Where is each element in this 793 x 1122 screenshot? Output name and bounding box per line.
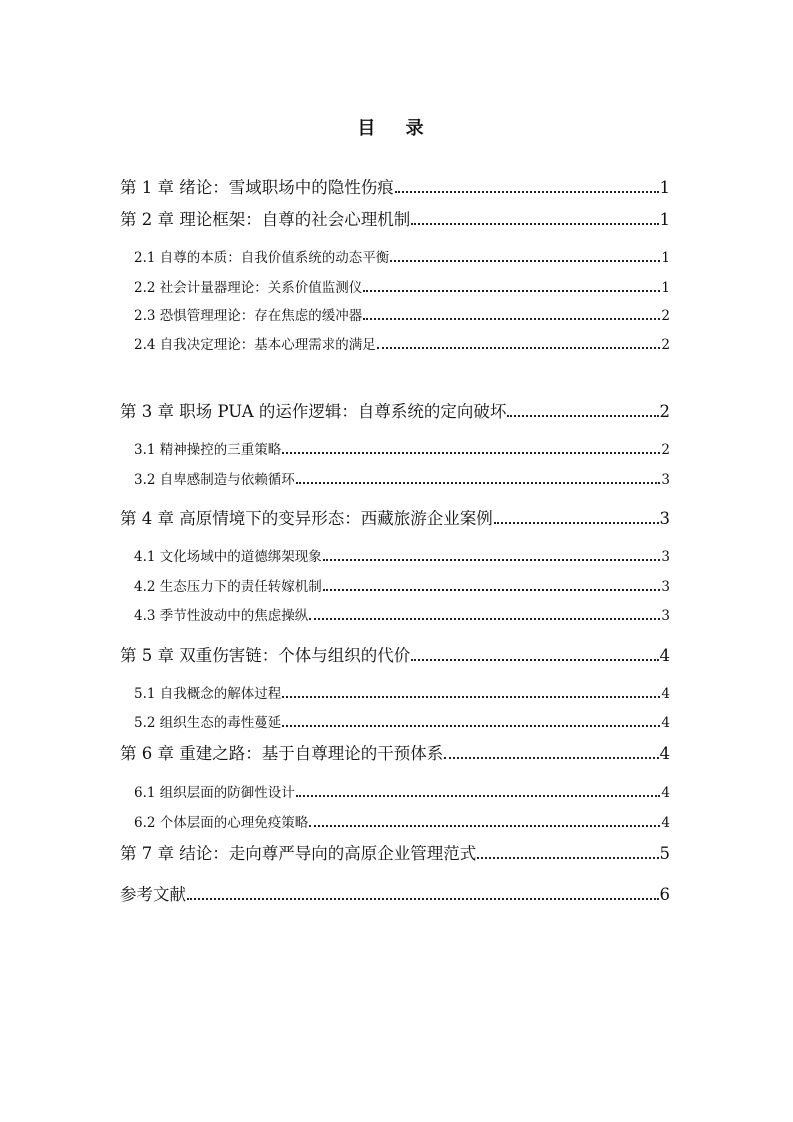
toc-section-entry[interactable] <box>134 711 670 731</box>
page-number: 4 <box>659 744 670 763</box>
entry-label: 4.3 季节性波动中的焦虑操纵 <box>134 608 309 624</box>
dot-leader <box>282 725 660 727</box>
dot-leader <box>494 522 659 524</box>
toc-section-entry[interactable] <box>134 575 670 595</box>
toc-section-entry[interactable] <box>134 246 670 266</box>
page-number: 4 <box>661 686 670 702</box>
page-number: 5 <box>659 844 670 863</box>
entry-label: 第 1 章 绪论：雪域职场中的隐性伤痕 <box>120 178 394 197</box>
entry-label: 6.1 组织层面的防御性设计 <box>134 785 295 801</box>
page-number: 4 <box>661 715 670 731</box>
dot-leader <box>411 659 658 661</box>
page-number: 3 <box>661 472 670 488</box>
toc-section-entry[interactable] <box>134 811 670 831</box>
toc-section-entry[interactable] <box>134 333 670 353</box>
page-number: 1 <box>661 280 670 296</box>
toc-chapter-entry[interactable] <box>120 206 670 230</box>
entry-label: 5.1 自我概念的解体过程 <box>134 686 282 702</box>
toc-section-entry[interactable] <box>134 781 670 801</box>
page-number: 1 <box>661 250 670 266</box>
dot-leader <box>363 318 660 320</box>
page-number: 6 <box>659 885 670 904</box>
dot-leader <box>296 482 661 484</box>
dot-leader <box>507 415 658 417</box>
page-number: 4 <box>659 646 670 665</box>
dot-leader <box>309 825 660 827</box>
entry-label: 2.3 恐惧管理理论：存在焦虑的缓冲器 <box>134 308 363 324</box>
entry-label: 第 7 章 结论：走向尊严导向的高原企业管理范式 <box>120 844 477 863</box>
toc-section-entry[interactable] <box>134 304 670 324</box>
toc-section-entry[interactable] <box>134 276 670 296</box>
entry-label: 3.1 精神操控的三重策略 <box>134 442 282 458</box>
toc-chapter-entry[interactable] <box>120 505 670 529</box>
entry-label: 第 4 章 高原情境下的变异形态：西藏旅游企业案例 <box>120 509 493 528</box>
entry-label: 第 3 章 职场 PUA 的运作逻辑：自尊系统的定向破坏 <box>120 402 507 421</box>
toc-chapter-entry[interactable] <box>120 398 670 422</box>
page-number: 1 <box>659 210 670 229</box>
dot-leader <box>444 757 658 759</box>
toc-section-entry[interactable] <box>134 604 670 624</box>
dot-leader <box>323 589 661 591</box>
dot-leader <box>390 260 660 262</box>
toc-chapter-entry[interactable] <box>120 840 670 864</box>
toc-chapter-entry[interactable] <box>120 881 670 905</box>
entry-label: 5.2 组织生态的毒性蔓延 <box>134 715 282 731</box>
page-number: 1 <box>659 178 670 197</box>
entry-label: 6.2 个体层面的心理免疫策略 <box>134 815 309 831</box>
page-number: 3 <box>661 608 670 624</box>
entry-label: 第 5 章 双重伤害链：个体与组织的代价 <box>120 646 411 665</box>
dot-leader <box>309 618 660 620</box>
dot-leader <box>296 795 661 797</box>
entry-label: 第 6 章 重建之路：基于自尊理论的干预体系 <box>120 744 444 763</box>
toc-section-entry[interactable] <box>134 468 670 488</box>
toc-section-entry[interactable] <box>134 545 670 565</box>
toc-chapter-entry[interactable] <box>120 174 670 198</box>
page-number: 3 <box>661 579 670 595</box>
entry-label: 参考文献 <box>120 885 186 904</box>
dot-leader <box>323 559 661 561</box>
page-number: 3 <box>661 549 670 565</box>
entry-label: 3.2 自卑感制造与依赖循环 <box>134 472 295 488</box>
dot-leader <box>477 857 658 859</box>
toc-chapter-entry[interactable] <box>120 740 670 764</box>
dot-leader <box>395 191 659 193</box>
page-number: 2 <box>661 308 670 324</box>
page-number: 2 <box>659 402 670 421</box>
page-number: 4 <box>661 815 670 831</box>
dot-leader <box>282 452 660 454</box>
page-number: 3 <box>659 509 670 528</box>
entry-label: 2.2 社会计量器理论：关系价值监测仪 <box>134 280 363 296</box>
page-number: 2 <box>661 337 670 353</box>
page-number: 2 <box>661 442 670 458</box>
entry-label: 第 2 章 理论框架：自尊的社会心理机制 <box>120 210 411 229</box>
toc-chapter-entry[interactable] <box>120 642 670 666</box>
entry-label: 2.4 自我决定理论：基本心理需求的满足 <box>134 337 376 353</box>
dot-leader <box>377 347 661 349</box>
entry-label: 4.1 文化场域中的道德绑架现象 <box>134 549 322 565</box>
toc-title: 目 录 <box>357 118 436 139</box>
dot-leader <box>363 290 660 292</box>
dot-leader <box>187 898 659 900</box>
entry-label: 4.2 生态压力下的责任转嫁机制 <box>134 579 322 595</box>
toc-section-entry[interactable] <box>134 438 670 458</box>
entry-label: 2.1 自尊的本质：自我价值系统的动态平衡 <box>134 250 390 266</box>
dot-leader <box>282 696 660 698</box>
toc-section-entry[interactable] <box>134 682 670 702</box>
dot-leader <box>411 223 658 225</box>
page-number: 4 <box>661 785 670 801</box>
